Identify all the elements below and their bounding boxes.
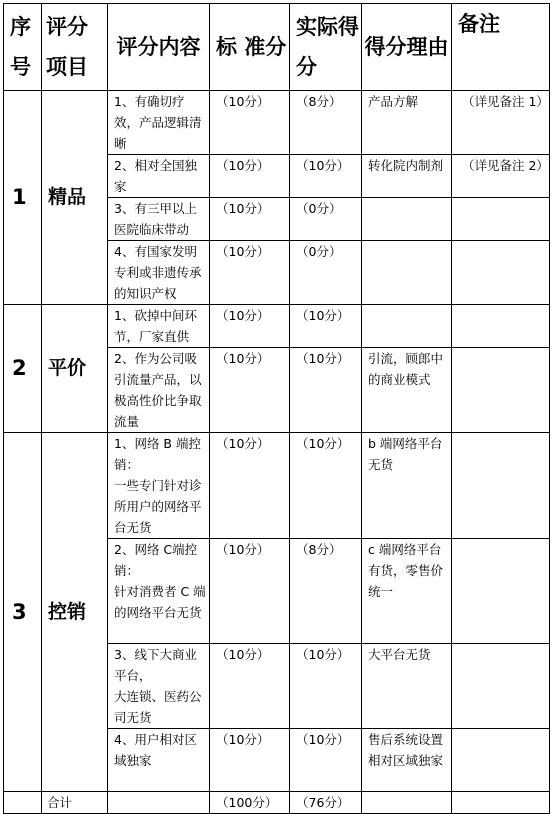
score-reason: 售后系统设置相对区域独家 [362,729,452,792]
table-row [4,305,550,348]
score-content: 2、网络 C端控销： 针对消费者 C 端的网络平台无货 [108,539,210,644]
actual-score: （10分） [290,729,362,792]
score-content: 2、作为公司吸引流量产品，以极高性价比争取流量 [108,348,210,433]
header-row [4,4,550,91]
score-reason: 产品方解 [362,91,452,155]
section-name: 精品 [42,91,108,305]
total-reason-cell [362,792,452,814]
header-no: 序号 [4,4,42,91]
standard-score: （10分） [210,729,290,792]
remark [452,198,550,241]
actual-score: （0分） [290,198,362,241]
header-content: 评分内容 [108,4,210,91]
standard-score: （10分） [210,644,290,729]
header-remark: 备注 [452,4,550,91]
remark [452,644,550,729]
score-reason: c 端网络平台有货，零售价统一 [362,539,452,644]
score-content: 2、相对全国独家 [108,155,210,198]
standard-score: （10分） [210,433,290,539]
score-content: 1、网络 B 端控销： 一些专门针对诊所用户的网络平台无货 [108,433,210,539]
section-name: 平价 [42,305,108,433]
score-content: 3、线下大商业平台， 大连锁、医药公司无货 [108,644,210,729]
remark [452,729,550,792]
actual-score: （8分） [290,539,362,644]
total-label: 合计 [42,792,108,814]
standard-score: （10分） [210,155,290,198]
standard-score: （10分） [210,305,290,348]
actual-score: （8分） [290,91,362,155]
header-reason: 得分理由 [362,4,452,91]
score-reason: 大平台无货 [362,644,452,729]
actual-score: （10分） [290,155,362,198]
scoring-table [3,3,550,814]
section-number: 2 [4,305,42,433]
standard-score: （10分） [210,91,290,155]
standard-score: （10分） [210,241,290,305]
score-content: 3、有三甲以上医院临床带动 [108,198,210,241]
remark [452,241,550,305]
score-reason [362,198,452,241]
actual-score: （10分） [290,644,362,729]
header-item: 评分项目 [42,4,108,91]
section-number: 1 [4,91,42,305]
total-remark-cell [452,792,550,814]
actual-score: （10分） [290,348,362,433]
score-reason: 转化院内制剂 [362,155,452,198]
total-empty-cell [4,792,42,814]
total-row [4,792,550,814]
remark [452,539,550,644]
remark [452,348,550,433]
remark [452,433,550,539]
section-name: 控销 [42,433,108,792]
score-reason: b 端网络平台无货 [362,433,452,539]
total-content-cell [108,792,210,814]
remark: （详见备注 2） [452,155,550,198]
standard-score: （10分） [210,348,290,433]
total-actual: （76分） [290,792,362,814]
score-content: 1、有确切疗效，产品逻辑清晰 [108,91,210,155]
table-row [4,91,550,155]
standard-score: （10分） [210,539,290,644]
section-number: 3 [4,433,42,792]
score-reason [362,241,452,305]
remark: （详见备注 1） [452,91,550,155]
actual-score: （10分） [290,433,362,539]
actual-score: （0分） [290,241,362,305]
header-actual: 实际得分 [290,4,362,91]
remark [452,305,550,348]
header-standard: 标 准分 [210,4,290,91]
score-reason: 引流，顾郎中的商业模式 [362,348,452,433]
score-content: 4、用户相对区域独家 [108,729,210,792]
total-standard: （100分） [210,792,290,814]
score-reason [362,305,452,348]
score-content: 1、砍掉中间环节，厂家直供 [108,305,210,348]
standard-score: （10分） [210,198,290,241]
table-row [4,433,550,539]
score-content: 4、有国家发明专利或非遗传承的知识产权 [108,241,210,305]
actual-score: （10分） [290,305,362,348]
